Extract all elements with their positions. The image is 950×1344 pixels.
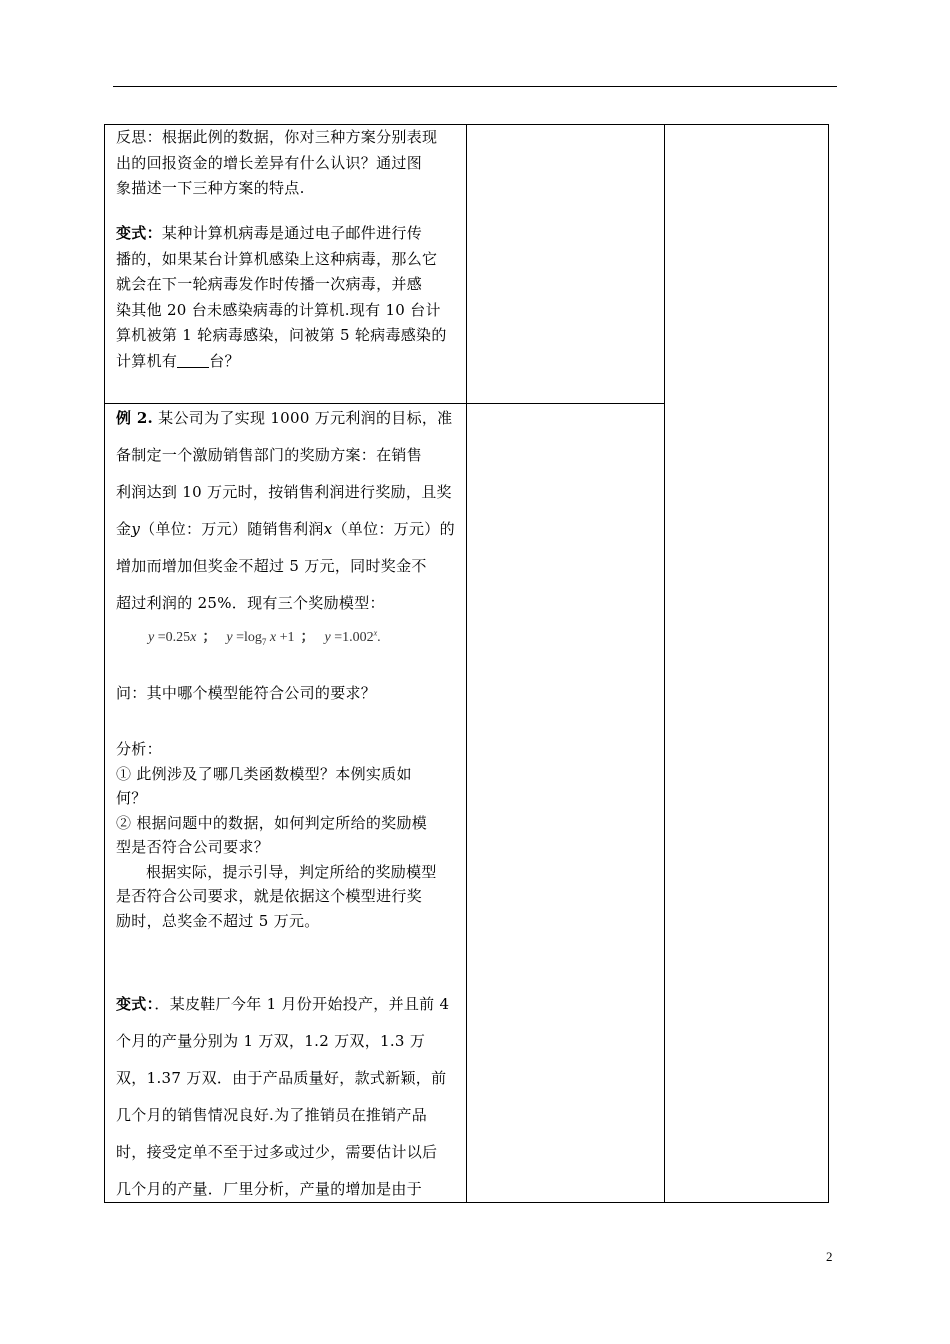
table-cell-row2-col2: [466, 403, 665, 1203]
example-label: 例 2.: [116, 409, 154, 427]
variant-label: 变式：: [116, 224, 162, 242]
analysis-paragraph: 分析： ① 此例涉及了哪几类函数模型？本例实质如 何？ ② 根据问题中的数据，如何判定所给的奖励模 型是否符合公司要求？ 根据实际，提示引导，判定所给的奖励模型 是否符合公司要求，就是依据这个模型进行奖 励时，总奖金不超过 5 万元。: [116, 737, 464, 933]
variant-2-label: 变式：: [116, 995, 155, 1013]
question-line: 问：其中哪个模型能符合公司的要求？: [116, 684, 377, 702]
page-number: 2: [826, 1249, 833, 1264]
reflection-label: 反思：: [116, 128, 162, 146]
table-cell-col3: [664, 124, 829, 1203]
variant-paragraph: 变式：某种计算机病毒是通过电子邮件进行传 播的，如果某台计算机感染上这种病毒，那么它 就会在下一轮病毒发作时传播一次病毒，并感 染其他 20 台未感染病毒的计算机.现有 10 台计 算机被第 1 轮病毒感染，问被第 5 轮病毒感染的 计算机有 台？: [116, 224, 447, 370]
analysis-label: 分析：: [116, 740, 162, 758]
variant-2-paragraph: 变式：．某皮鞋厂今年 1 月份开始投产，并且前 4 个月的产量分别为 1 万双，1.2 万双，1.3 万 双，1.37 万双．由于产品质量好，款式新颖，前 几个月的销售情况良好.为了推销员在推销产品 时，接受定单不至于过多或过少，需要估计以后 几个月的产量．厂里分析，产量的增加是由于: [116, 995, 450, 1198]
header-rule: [113, 86, 837, 87]
table-cell-row1-col2: [466, 124, 665, 404]
answer-blank: [177, 353, 209, 368]
reflection-paragraph: 反思：根据此例的数据，你对三种方案分别表现 出的回报资金的增长差异有什么认识？通过图 象描述一下三种方案的特点.: [116, 128, 438, 197]
example-2-paragraph: 例 2. 某公司为了实现 1000 万元利润的目标，准 备制定一个激励销售部门的奖励方案：在销售 利润达到 10 万元时，按销售利润进行奖励，且奖 金y（单位：万元）随销售利润x（单位：万元）的 增加而增加但奖金不超过 5 万元，同时奖金不 超过利润的 25%．现有三个奖励模型：: [116, 409, 455, 612]
reward-models-formula: y =0.25x ； $y =\log_7$ x +1 ； $y =1.002^x$.: [148, 628, 381, 647]
